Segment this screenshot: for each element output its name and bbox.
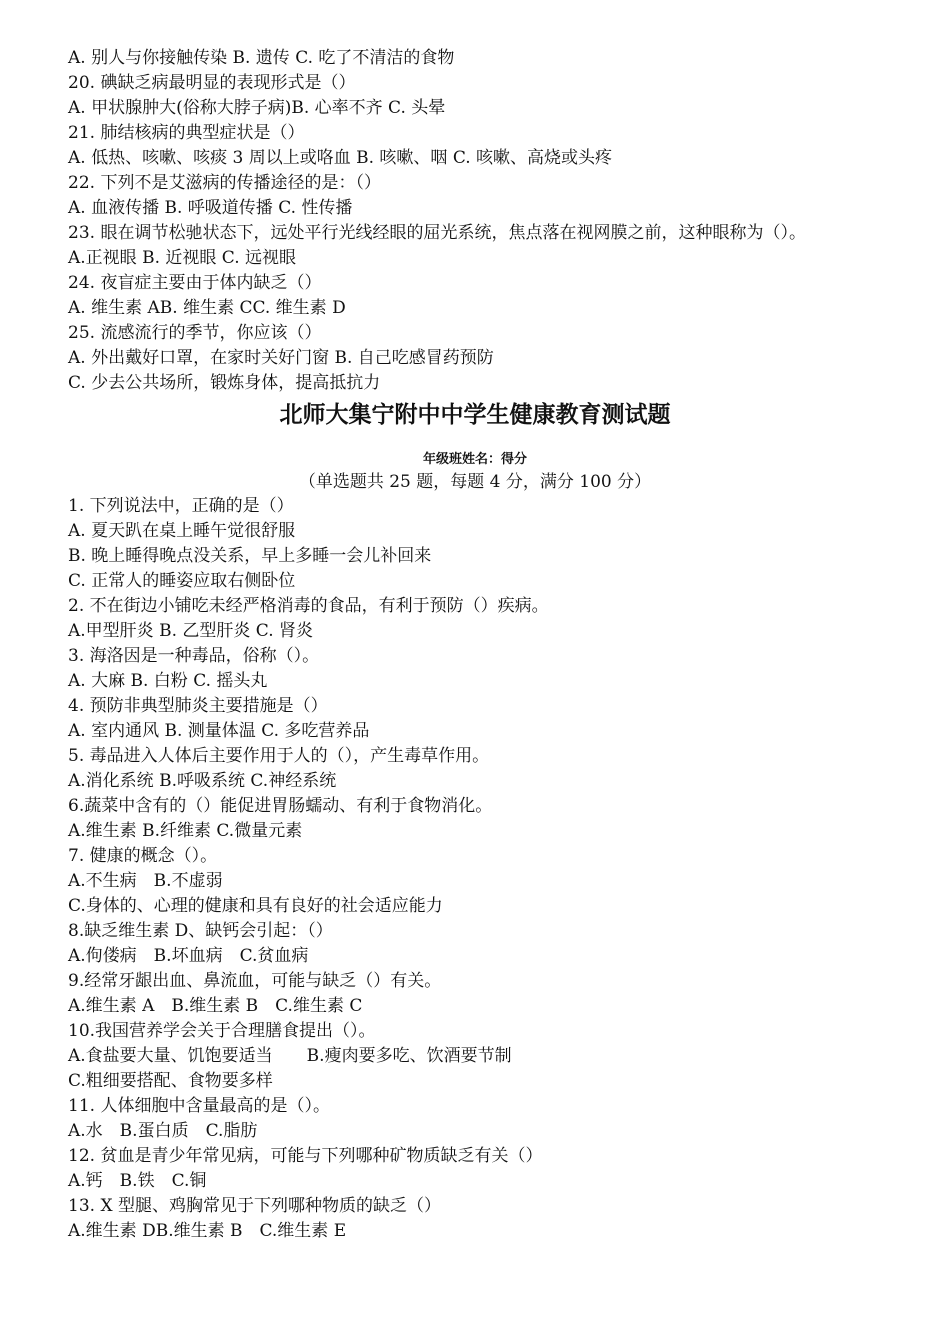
question-line: 13. X 型腿、鸡胸常见于下列哪种物质的缺乏（） (68, 1196, 441, 1216)
student-info-line: 年级班姓名：得分 (422, 452, 527, 467)
option-line: A.消化系统 B.呼吸系统 C.神经系统 (68, 771, 337, 791)
option-line: A.钙 B.铁 C.铜 (68, 1171, 207, 1191)
question-line: 6.蔬菜中含有的（）能促进胃肠蠕动、有利于食物消化。 (68, 796, 493, 816)
question-line: 4. 预防非典型肺炎主要措施是（） (68, 696, 328, 716)
question-line: 23. 眼在调节松驰状态下，远处平行光线经眼的屈光系统，焦点落在视网膜之前，这种眼称为（）。 (68, 223, 806, 243)
option-line: A.维生素 DB.维生素 B C.维生素 E (68, 1221, 347, 1241)
option-line: A. 低热、咳嗽、咳痰 3 周以上或咯血 B. 咳嗽、咽 C. 咳嗽、高烧或头疼 (68, 148, 613, 168)
option-line: A.不生病 B.不虚弱 (68, 871, 223, 891)
option-line: B. 晚上睡得晚点没关系，早上多睡一会儿补回来 (68, 546, 432, 566)
option-line: A. 大麻 B. 白粉 C. 摇头丸 (68, 671, 268, 691)
option-line: A. 维生素 AB. 维生素 CC. 维生素 D (68, 298, 346, 318)
option-line: A. 室内通风 B. 测量体温 C. 多吃营养品 (68, 721, 370, 741)
question-line: 12. 贫血是青少年常见病，可能与下列哪种矿物质缺乏有关（） (68, 1146, 543, 1166)
option-line: C. 少去公共场所，锻炼身体，提高抵抗力 (68, 373, 381, 393)
questions-section (68, 494, 938, 1244)
question-line: 1. 下列说法中，正确的是（） (68, 496, 294, 516)
question-line: 10.我国营养学会关于合理膳食提出（）。 (68, 1021, 376, 1041)
question-line: 3. 海洛因是一种毒品，俗称（）。 (68, 646, 320, 666)
option-line: A.正视眼 B. 近视眼 C. 远视眼 (68, 248, 296, 268)
option-line: A.食盐要大量、饥饱要适当 B.瘦肉要多吃、饮酒要节制 (68, 1046, 512, 1066)
question-line: 21. 肺结核病的典型症状是（） (68, 123, 305, 143)
option-line: A. 血液传播 B. 呼吸道传播 C. 性传播 (68, 198, 353, 218)
document-title: 北师大集宁附中中学生健康教育测试题 (279, 402, 671, 428)
option-line: A.甲型肝炎 B. 乙型肝炎 C. 肾炎 (68, 621, 313, 641)
question-line: 5. 毒品进入人体后主要作用于人的（），产生毒草作用。 (68, 746, 490, 766)
option-line: A. 甲状腺肿大(俗称大脖子病)B. 心率不齐 C. 头晕 (68, 98, 446, 118)
test-instructions: （单选题共 25 题，每题 4 分，满分 100 分） (298, 472, 652, 492)
question-line: 11. 人体细胞中含量最高的是（）。 (68, 1096, 330, 1116)
option-line: A.水 B.蛋白质 C.脂肪 (68, 1121, 258, 1141)
question-line: 24. 夜盲症主要由于体内缺乏（） (68, 273, 322, 293)
option-line: A.维生素 B.纤维素 C.微量元素 (68, 821, 303, 841)
question-line: 25. 流感流行的季节，你应该（） (68, 323, 322, 343)
option-line: A. 外出戴好口罩，在家时关好门窗 B. 自己吃感冒药预防 (68, 348, 494, 368)
question-line: 22. 下列不是艾滋病的传播途径的是：（） (68, 173, 381, 193)
previous-questions-section (68, 46, 938, 396)
option-line: C.粗细要搭配、食物要多样 (68, 1071, 273, 1091)
question-line: 7. 健康的概念（）。 (68, 846, 218, 866)
question-line: 2. 不在街边小铺吃未经严格消毒的食品，有利于预防（）疾病。 (68, 596, 549, 616)
option-line: C. 正常人的睡姿应取右侧卧位 (68, 571, 296, 591)
question-line: 9.经常牙龈出血、鼻流血，可能与缺乏（）有关。 (68, 971, 442, 991)
option-line: A.维生素 A B.维生素 B C.维生素 C (68, 996, 363, 1016)
question-line: 20. 碘缺乏病最明显的表现形式是（） (68, 73, 356, 93)
option-line: A. 夏天趴在桌上睡午觉很舒服 (68, 521, 296, 541)
option-line: C.身体的、心理的健康和具有良好的社会适应能力 (68, 896, 443, 916)
option-line: A. 别人与你接触传染 B. 遗传 C. 吃了不清洁的食物 (68, 48, 455, 68)
question-line: 8.缺乏维生素 D、缺钙会引起：（） (68, 921, 333, 941)
option-line: A.佝偻病 B.坏血病 C.贫血病 (68, 946, 309, 966)
